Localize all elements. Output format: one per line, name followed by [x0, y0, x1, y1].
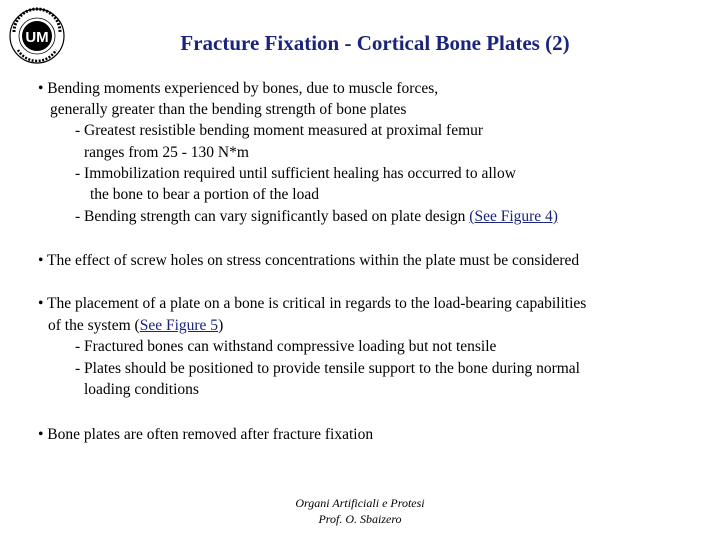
bullet-4: • Bone plates are often removed after fracture fixation: [38, 426, 374, 443]
svg-text:UM: UM: [25, 29, 49, 46]
bullet-1-line-1: • Bending moments experienced by bones, due to muscle forces,: [38, 80, 439, 97]
slide-title: Fracture Fixation - Cortical Bone Plates (2): [180, 31, 570, 55]
bullet-3-sub-1: - Fractured bones can withstand compressive loading but not tensile: [75, 338, 497, 355]
footer-professor: Prof. O. Sbaizero: [318, 512, 402, 526]
bullet-1-sub-1-line-1: - Greatest resistible bending moment measured at proximal femur: [75, 122, 484, 139]
bullet-1-line-2: generally greater than the bending strength of bone plates: [50, 101, 407, 118]
university-logo: [8, 6, 66, 66]
bullet-1-sub-3-text: - Bending strength can vary significantly based on plate design: [75, 208, 470, 225]
bullet-1-sub-2-line-1: - Immobilization required until sufficient healing has occurred to allow: [75, 165, 516, 182]
bullet-3-sub-2-line-2: loading conditions: [84, 381, 199, 398]
bullet-3-line-2-post: ): [218, 317, 224, 334]
footer-course: Organi Artificiali e Protesi: [295, 496, 425, 510]
see-figure-5-link[interactable]: See Figure 5: [139, 317, 219, 334]
bullet-3-line-2: [48, 316, 223, 336]
bullet-1-sub-1-line-2: ranges from 25 - 130 N*m: [84, 144, 249, 161]
bullet-1-sub-3: [75, 207, 558, 227]
bullet-1-sub-2-line-2: the bone to bear a portion of the load: [90, 186, 319, 203]
bullet-3-sub-2-line-1: - Plates should be positioned to provide tensile support to the bone during normal: [75, 360, 580, 377]
bullet-3-line-1: • The placement of a plate on a bone is critical in regards to the load-bearing capabilities: [38, 295, 587, 312]
bullet-3-line-2-pre: of the system (: [48, 317, 140, 334]
see-figure-4-link[interactable]: (See Figure 4): [469, 208, 558, 225]
bullet-2: • The effect of screw holes on stress concentrations within the plate must be considered: [38, 252, 580, 269]
